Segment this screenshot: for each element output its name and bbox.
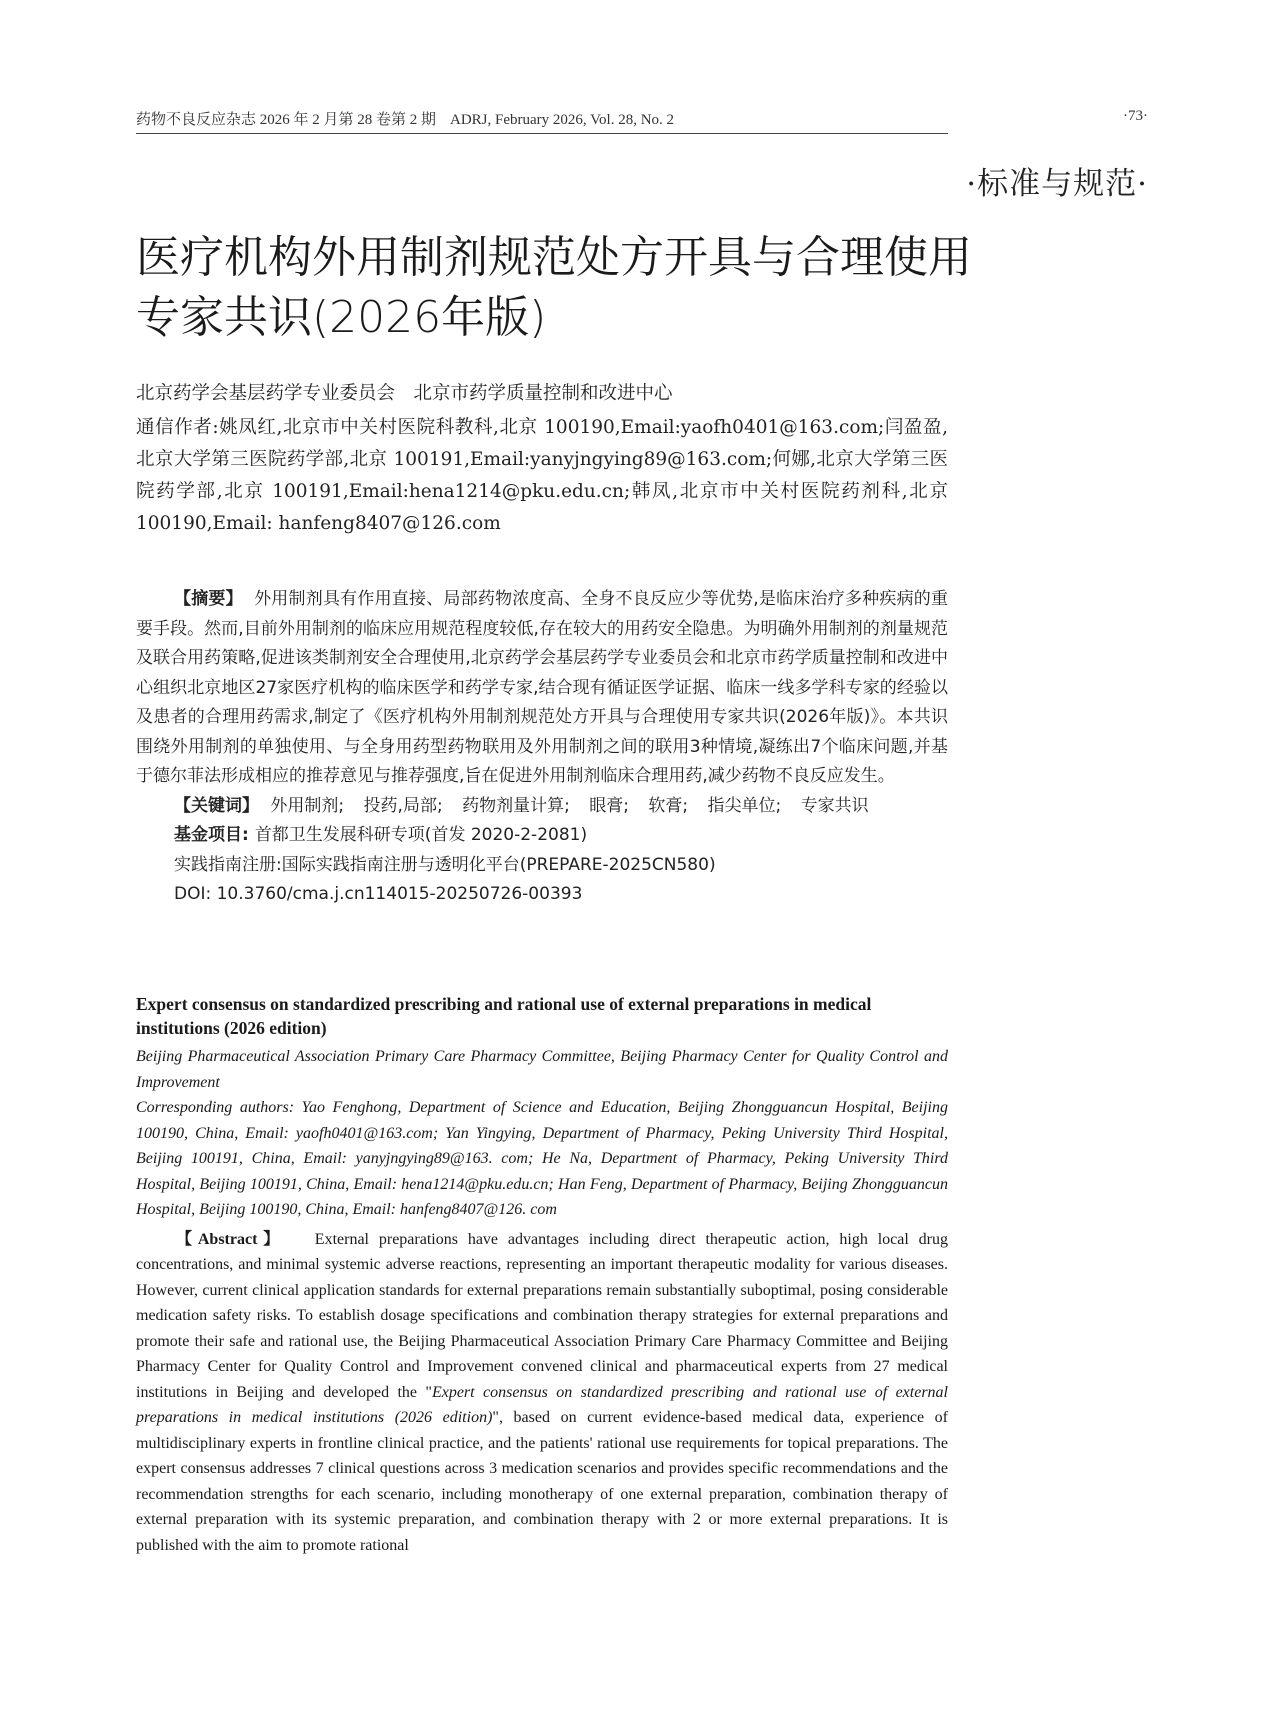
keyword: 眼膏;	[589, 795, 629, 816]
fund-label: 基金项目:	[174, 825, 249, 845]
corresponding-authors-cn: 通信作者:姚凤红,北京市中关村医院科教科,北京 100190,Email:yaofh0401@163.com;闫盈盈,北京大学第三医院药学部,北京 100191,Email:yanyjngying89@163.com;何娜,北京大学第三医院药学部,北京 100191,Email:hena1214@pku.edu.cn;韩凤,北京市中关村医院药剂科,北京 100190,Email: hanfeng8407@126.com	[136, 417, 948, 534]
article-title-line-1: 医疗机构外用制剂规范处方开具与合理使用	[136, 232, 972, 283]
english-abstract	[136, 1227, 948, 1559]
keyword: 药物剂量计算;	[462, 795, 570, 816]
keyword: 外用制剂;	[270, 795, 345, 816]
keyword: 指尖单位;	[707, 795, 782, 816]
section-label: ·标准与规范·	[966, 166, 1148, 202]
doi: DOI: 10.3760/cma.j.cn114015-20250726-00393	[174, 884, 583, 904]
article-title-line-2: 专家共识(2026年版)	[136, 292, 547, 343]
fund-text: 首都卫生发展科研专项(首发 2020-2-2081)	[254, 825, 588, 845]
abstract-cn-label: 【摘要】	[174, 589, 243, 609]
english-abstract-block	[136, 992, 948, 1558]
abstract-cn-text: 外用制剂具有作用直接、局部药物浓度高、全身不良反应少等优势,是临床治疗多种疾病的重要手段。然而,目前外用制剂的临床应用规范程度较低,存在较大的用药安全隐患。为明确外用制剂的剂量规范及联合用药策略,促进该类制剂安全合理使用,北京药学会基层药学专业委员会和北京市药学质量控制和改进中心组织北京地区27家医疗机构的临床医学和药学专家,结合现有循证医学证据、临床一线多学科专家的经验以及患者的合理用药需求,制定了《医疗机构外用制剂规范处方开具与合理使用专家共识(2026年版)》。本共识围绕外用制剂的单独使用、与全身用药型药物联用及外用制剂之间的联用3种情境,凝练出7个临床问题,并基于德尔菲法形成相应的推荐意见与推荐强度,旨在促进外用制剂临床合理用药,减少药物不良反应发生。	[136, 589, 949, 786]
journal-name-en: ADRJ, February 2026, Vol. 28, No. 2	[450, 112, 675, 128]
keywords-cn-label: 【关键词】	[174, 795, 259, 816]
keyword: 投药,局部;	[363, 795, 443, 816]
english-abstract-text-1: External preparations have advantages including direct therapeutic action, high local drug concentrations, and minimal systemic adverse reactions, representing an important therapeutic modality for various diseases. However, current clinical application standards for external preparations remain substantially suboptimal, posing considerable medication safety risks. To establish dosage specifications and combination therapy strategies for external preparations and promote their safe and rational use, the Beijing Pharmaceutical Association Primary Care Pharmacy Committee and Beijing Pharmacy Center for Quality Control and Improvement convened clinical and pharmaceutical experts from 27 medical institutions in Beijing and developed the "	[136, 1230, 948, 1401]
english-abstract-label: 【Abstract】	[176, 1230, 286, 1248]
author-block-cn	[136, 378, 948, 540]
english-abstract-consensus-title: Expert consensus on standardized prescribing and rational use of external preparations in medical institutions (2026 edition)	[136, 1383, 949, 1426]
english-corresponding-authors: Corresponding authors: Yao Fenghong, Department of Science and Education, Beijing Zhongguancun Hospital, Beijing 100190, China, Email: yaofh0401@163.com; Yan Yingying, Department of Pharmacy, Peking University Third Hospital, Beijing 100191, China, Email: yanyjngying89@163. com; He Na, Department of Pharmacy, Peking University Third Hospital, Beijing 100191, China, Email: hena1214@pku.edu.cn; Han Feng, Department of Pharmacy, Beijing Zhongguancun Hospital, Beijing 100190, China, Email: hanfeng8407@126. com	[136, 1099, 948, 1218]
keywords-cn	[136, 792, 948, 822]
fund-project	[136, 821, 948, 851]
article-title	[136, 228, 972, 348]
journal-name-cn: 药物不良反应杂志 2026 年 2 月第 28 卷第 2 期	[136, 112, 437, 128]
abstract-cn	[136, 585, 948, 910]
page-number: ·73·	[1123, 108, 1148, 124]
running-head	[136, 108, 948, 134]
author-organizations-cn: 北京药学会基层药学专业委员会 北京市药学质量控制和改进中心	[136, 383, 673, 404]
english-abstract-text-2: ", based on current evidence-based medical data, experience of multidisciplinary experts in frontline clinical practice, and the patients' rational use requirements for topical preparations. The expert consensus addresses 7 clinical questions across 3 medication scenarios and provides specific recommendations and the recommendation strengths for each scenario, including monotherapy of one external preparation, combination therapy of external preparation with its systemic preparation, and combination therapy with 2 or more external preparations. It is published with the aim to promote rational	[136, 1409, 948, 1554]
keyword: 软膏;	[648, 795, 689, 816]
keyword: 专家共识	[800, 795, 869, 816]
english-organizations: Beijing Pharmaceutical Association Primary Care Pharmacy Committee, Beijing Pharmacy Center for Quality Control and Improvement	[136, 1048, 948, 1091]
english-title: Expert consensus on standardized prescribing and rational use of external preparations in medical institutions (2026 edition)	[136, 994, 872, 1038]
guideline-registration: 实践指南注册:国际实践指南注册与透明化平台(PREPARE-2025CN580)	[174, 854, 716, 875]
abstract-cn-paragraph	[136, 585, 948, 792]
